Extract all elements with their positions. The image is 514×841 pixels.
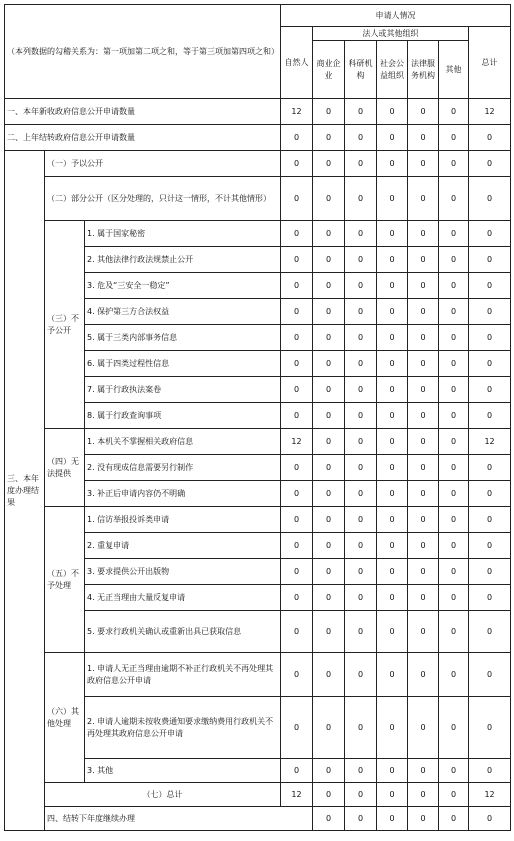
cell-value: 0 — [408, 429, 439, 455]
cell-value: 0 — [377, 403, 408, 429]
cell-value: 0 — [439, 653, 469, 697]
cell-value: 0 — [408, 807, 439, 831]
cell-value: 0 — [439, 247, 469, 273]
col-legal-service: 法律服务机构 — [408, 41, 439, 99]
cell-value: 0 — [408, 585, 439, 611]
cell-value: 0 — [377, 533, 408, 559]
cell-value: 0 — [377, 377, 408, 403]
cell-value: 0 — [408, 653, 439, 697]
cell-value: 0 — [439, 807, 469, 831]
cell-value: 0 — [469, 507, 511, 533]
cell-value: 0 — [408, 151, 439, 177]
cell-value: 0 — [377, 759, 408, 783]
cell-value: 0 — [313, 783, 345, 807]
cell-value: 0 — [439, 325, 469, 351]
cell-value: 0 — [345, 377, 377, 403]
cell-value: 0 — [377, 807, 408, 831]
row-label: 3. 危及“三安全一稳定” — [85, 273, 281, 299]
row-o1 — [5, 653, 511, 697]
cell-value: 0 — [313, 99, 345, 125]
row-label: 一、本年新收政府信息公开申请数量 — [5, 99, 281, 125]
cell-value: 0 — [313, 125, 345, 151]
cell-value: 0 — [377, 325, 408, 351]
cell-value: 0 — [469, 325, 511, 351]
row-label: 4. 无正当理由大量反复申请 — [85, 585, 281, 611]
row-s4 — [5, 807, 511, 831]
row-label: 1. 本机关不掌握相关政府信息 — [85, 429, 281, 455]
cell-value: 0 — [313, 611, 345, 653]
cell-value: 0 — [313, 221, 345, 247]
cell-value: 0 — [281, 455, 313, 481]
cell-value: 0 — [408, 533, 439, 559]
cell-value: 0 — [469, 299, 511, 325]
row-label: 6. 属于四类过程性信息 — [85, 351, 281, 377]
cell-value: 0 — [345, 653, 377, 697]
cell-value: 0 — [281, 299, 313, 325]
cell-value: 0 — [377, 273, 408, 299]
cell-value: 0 — [469, 653, 511, 697]
cell-value: 0 — [469, 273, 511, 299]
cell-value: 0 — [313, 377, 345, 403]
cell-value: 0 — [345, 99, 377, 125]
row-label: 5. 要求行政机关确认或重新出具已获取信息 — [85, 611, 281, 653]
cell-value: 0 — [469, 611, 511, 653]
cell-value: 0 — [469, 221, 511, 247]
cell-value: 0 — [408, 507, 439, 533]
cell-value: 0 — [377, 299, 408, 325]
cell-value: 0 — [408, 125, 439, 151]
cell-value: 12 — [281, 99, 313, 125]
cell-value: 0 — [439, 221, 469, 247]
cell-value: 0 — [439, 273, 469, 299]
cell-value: 0 — [281, 507, 313, 533]
cell-value: 0 — [377, 559, 408, 585]
cell-value: 0 — [377, 585, 408, 611]
row-g2 — [5, 177, 511, 221]
cell-value: 0 — [408, 455, 439, 481]
cell-value: 0 — [377, 99, 408, 125]
cell-value: 0 — [408, 559, 439, 585]
cell-value: 0 — [313, 559, 345, 585]
row-label: 1. 属于国家秘密 — [85, 221, 281, 247]
cell-value: 0 — [469, 533, 511, 559]
cell-value: 0 — [408, 759, 439, 783]
cell-value: 0 — [313, 759, 345, 783]
row-s2 — [5, 125, 511, 151]
cell-value: 0 — [469, 351, 511, 377]
cell-value: 0 — [281, 221, 313, 247]
cell-value: 0 — [281, 697, 313, 759]
cell-value: 0 — [408, 299, 439, 325]
cell-value: 0 — [345, 697, 377, 759]
disclosure-table — [4, 4, 511, 831]
cell-value: 12 — [469, 429, 511, 455]
cell-value: 0 — [439, 351, 469, 377]
cell-value: 0 — [345, 125, 377, 151]
cell-value: 0 — [281, 177, 313, 221]
cell-value: 0 — [345, 273, 377, 299]
cell-value: 0 — [313, 455, 345, 481]
cell-value: 0 — [439, 759, 469, 783]
cell-value: 12 — [281, 783, 313, 807]
cell-value: 0 — [408, 325, 439, 351]
cell-value: 0 — [439, 299, 469, 325]
cell-value: 0 — [469, 247, 511, 273]
cell-value: 0 — [281, 611, 313, 653]
cell-value: 0 — [377, 455, 408, 481]
cell-value: 0 — [281, 559, 313, 585]
col-commercial: 商业企业 — [313, 41, 345, 99]
cell-value: 12 — [469, 783, 511, 807]
row-label: 2. 其他法律行政法规禁止公开 — [85, 247, 281, 273]
cell-value: 0 — [439, 125, 469, 151]
cell-value: 0 — [439, 533, 469, 559]
row-n1 — [5, 221, 511, 247]
cell-value: 0 — [281, 403, 313, 429]
cell-value: 0 — [439, 611, 469, 653]
cell-value: 0 — [377, 351, 408, 377]
cell-value: 0 — [377, 247, 408, 273]
col-natural-person: 自然人 — [281, 27, 313, 99]
cell-value: 0 — [377, 611, 408, 653]
legal-person-header: 法人或其他组织 — [313, 27, 469, 41]
cell-value: 0 — [345, 533, 377, 559]
cell-value: 0 — [408, 99, 439, 125]
cell-value: 0 — [439, 177, 469, 221]
cell-value: 0 — [281, 247, 313, 273]
cell-value: 0 — [377, 783, 408, 807]
cell-value: 0 — [377, 221, 408, 247]
cell-value: 0 — [469, 377, 511, 403]
col-total: 总计 — [469, 27, 511, 99]
cell-value: 0 — [469, 481, 511, 507]
cell-value: 0 — [313, 351, 345, 377]
cell-value: 0 — [281, 653, 313, 697]
cell-value: 0 — [439, 507, 469, 533]
cell-value: 0 — [469, 585, 511, 611]
cell-value: 0 — [345, 455, 377, 481]
row-label: 7. 属于行政执法案卷 — [85, 377, 281, 403]
cell-value: 0 — [313, 151, 345, 177]
cell-value: 0 — [408, 247, 439, 273]
cell-value: 0 — [469, 697, 511, 759]
header-row-1 — [5, 5, 511, 27]
cell-value: 0 — [281, 481, 313, 507]
cell-value: 0 — [408, 377, 439, 403]
section-3-label: 三、本年度办理结果 — [5, 151, 45, 831]
cell-value: 0 — [345, 325, 377, 351]
cell-value: 0 — [345, 611, 377, 653]
cell-value: 0 — [345, 299, 377, 325]
group-5-label: （五）不予处理 — [45, 507, 85, 653]
cell-value: 0 — [345, 585, 377, 611]
row-g1 — [5, 151, 511, 177]
cell-value: 0 — [408, 351, 439, 377]
cell-value: 0 — [439, 481, 469, 507]
row-g7 — [5, 783, 511, 807]
cell-value: 0 — [408, 783, 439, 807]
cell-value: 0 — [408, 177, 439, 221]
cell-value: 0 — [313, 653, 345, 697]
table-note: （本列数据的勾稽关系为：第一项加第二项之和，等于第三项加第四项之和） — [5, 5, 281, 99]
cell-value: 0 — [345, 759, 377, 783]
cell-value: 0 — [469, 559, 511, 585]
row-p1 — [5, 507, 511, 533]
cell-value: 0 — [377, 151, 408, 177]
cell-value: 0 — [439, 403, 469, 429]
cell-value: 0 — [408, 697, 439, 759]
cell-value: 0 — [439, 151, 469, 177]
row-label: （七）总计 — [45, 783, 281, 807]
cell-value: 0 — [313, 247, 345, 273]
cell-value: 0 — [313, 299, 345, 325]
col-social-welfare: 社会公益组织 — [377, 41, 408, 99]
cell-value: 0 — [439, 429, 469, 455]
cell-value: 0 — [313, 429, 345, 455]
row-label: 1. 信访举报投诉类申请 — [85, 507, 281, 533]
cell-value: 0 — [345, 221, 377, 247]
cell-value: 0 — [281, 151, 313, 177]
cell-value: 0 — [313, 697, 345, 759]
cell-value: 0 — [408, 403, 439, 429]
cell-value: 0 — [469, 125, 511, 151]
cell-value: 0 — [439, 377, 469, 403]
cell-value: 0 — [377, 125, 408, 151]
cell-value: 0 — [408, 481, 439, 507]
cell-value: 0 — [408, 273, 439, 299]
row-s1 — [5, 99, 511, 125]
cell-value: 0 — [345, 783, 377, 807]
cell-value: 0 — [377, 653, 408, 697]
group-4-label: （四）无法提供 — [45, 429, 85, 507]
row-label: 2. 申请人逾期未按收费通知要求缴纳费用行政机关不再处理其政府信息公开申请 — [85, 697, 281, 759]
row-label: 3. 要求提供公开出版物 — [85, 559, 281, 585]
cell-value: 0 — [345, 403, 377, 429]
cell-value: 0 — [281, 585, 313, 611]
cell-value: 0 — [313, 507, 345, 533]
cell-value: 0 — [377, 697, 408, 759]
row-label: 4. 保护第三方合法权益 — [85, 299, 281, 325]
cell-value: 0 — [439, 697, 469, 759]
cell-value: 0 — [469, 759, 511, 783]
row-label: 1. 申请人无正当理由逾期不补正行政机关不再处理其政府信息公开申请 — [85, 653, 281, 697]
cell-value: 0 — [345, 559, 377, 585]
cell-value: 0 — [345, 481, 377, 507]
row-label: 2. 重复申请 — [85, 533, 281, 559]
cell-value: 0 — [469, 403, 511, 429]
cell-value: 0 — [281, 759, 313, 783]
group-6-label: （六）其他处理 — [45, 653, 85, 783]
applicant-situation-header: 申请人情况 — [281, 5, 511, 27]
cell-value: 0 — [313, 585, 345, 611]
cell-value: 0 — [313, 273, 345, 299]
cell-value: 0 — [281, 325, 313, 351]
cell-value: 0 — [439, 783, 469, 807]
cell-value: 0 — [469, 807, 511, 831]
cell-value: 0 — [313, 403, 345, 429]
cell-value: 0 — [439, 585, 469, 611]
cell-value: 0 — [469, 151, 511, 177]
cell-value: 0 — [377, 429, 408, 455]
cell-value: 0 — [345, 151, 377, 177]
cell-value: 0 — [345, 429, 377, 455]
cell-value: 0 — [313, 325, 345, 351]
row-label: （一）予以公开 — [45, 151, 281, 177]
cell-value: 0 — [439, 559, 469, 585]
cell-value: 0 — [439, 455, 469, 481]
row-label: 2. 没有现成信息需要另行制作 — [85, 455, 281, 481]
row-label: 8. 属于行政查询事项 — [85, 403, 281, 429]
cell-value: 0 — [313, 177, 345, 221]
cell-value: 0 — [345, 351, 377, 377]
cell-value: 0 — [439, 99, 469, 125]
row-label: 3. 补正后申请内容仍不明确 — [85, 481, 281, 507]
cell-value: 0 — [408, 221, 439, 247]
row-label: 四、结转下年度继续办理 — [45, 807, 313, 831]
cell-value: 0 — [345, 807, 377, 831]
cell-value: 0 — [469, 177, 511, 221]
row-label: 二、上年结转政府信息公开申请数量 — [5, 125, 281, 151]
col-research: 科研机构 — [345, 41, 377, 99]
cell-value: 0 — [313, 807, 345, 831]
row-u1 — [5, 429, 511, 455]
cell-value: 0 — [345, 507, 377, 533]
cell-value: 0 — [345, 177, 377, 221]
row-label: 3. 其他 — [85, 759, 281, 783]
cell-value: 0 — [281, 351, 313, 377]
cell-value: 0 — [377, 177, 408, 221]
cell-value: 0 — [313, 481, 345, 507]
cell-value: 0 — [313, 533, 345, 559]
cell-value: 0 — [281, 273, 313, 299]
cell-value: 0 — [281, 377, 313, 403]
cell-value: 0 — [281, 125, 313, 151]
cell-value: 0 — [469, 455, 511, 481]
row-label: （二）部分公开（区分处理的，只计这一情形，不计其他情形） — [45, 177, 281, 221]
cell-value: 0 — [377, 507, 408, 533]
cell-value: 12 — [469, 99, 511, 125]
row-label: 5. 属于三类内部事务信息 — [85, 325, 281, 351]
group-3-label: （三）不予公开 — [45, 221, 85, 429]
cell-value: 0 — [281, 533, 313, 559]
cell-value: 0 — [345, 247, 377, 273]
col-other: 其他 — [439, 41, 469, 99]
cell-value: 12 — [281, 429, 313, 455]
cell-value: 0 — [408, 611, 439, 653]
cell-value: 0 — [377, 481, 408, 507]
